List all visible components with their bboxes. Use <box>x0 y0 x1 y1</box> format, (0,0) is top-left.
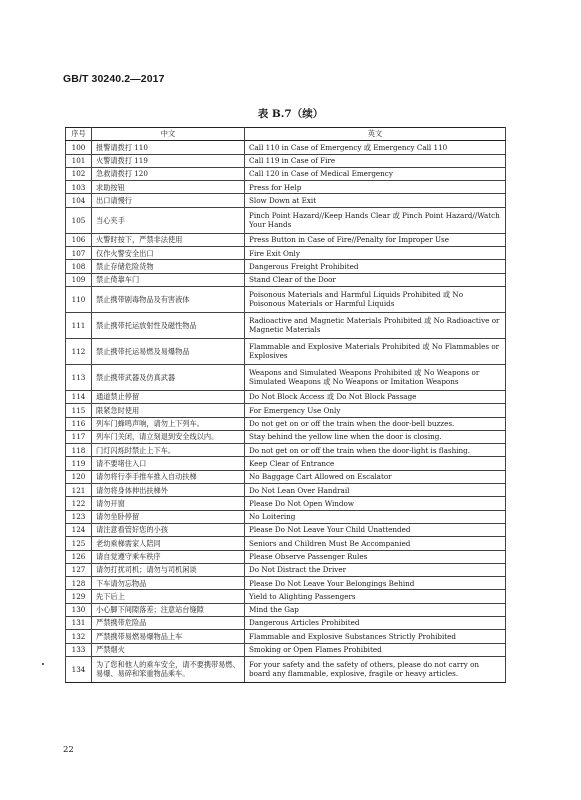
cell-num: 103 <box>66 181 92 194</box>
cell-num: 122 <box>66 497 92 510</box>
table-row <box>66 404 506 417</box>
table-row <box>66 194 506 207</box>
table-row <box>66 523 506 536</box>
table-row <box>66 510 506 523</box>
cell-chinese: 为了您和他人的乘车安全，请不要携带易燃、易爆、易碎和笨重物品乘车。 <box>92 656 245 682</box>
cell-english: Do Not Lean Over Handrail <box>245 484 506 497</box>
cell-num: 128 <box>66 577 92 590</box>
cell-num: 126 <box>66 550 92 563</box>
cell-chinese: 火警时按下，严禁非法使用 <box>92 233 245 246</box>
table-row <box>66 444 506 457</box>
table-row <box>66 430 506 443</box>
cell-chinese: 请勿将行李手推车推入自动扶梯 <box>92 470 245 483</box>
table-row <box>66 390 506 403</box>
cell-english: Dangerous Freight Prohibited <box>245 260 506 273</box>
cell-chinese: 禁止存储危险货物 <box>92 260 245 273</box>
cell-chinese: 请勿坐卧停留 <box>92 510 245 523</box>
header-chinese: 中文 <box>92 128 245 141</box>
table-row <box>66 260 506 273</box>
table-row <box>66 273 506 286</box>
cell-chinese: 严禁携带危险品 <box>92 617 245 630</box>
cell-chinese: 通道禁止停留 <box>92 390 245 403</box>
cell-chinese: 禁止携带剧毒物品及有害液体 <box>92 286 245 312</box>
cell-english: Dangerous Articles Prohibited <box>245 617 506 630</box>
cell-english: Radioactive and Magnetic Materials Prohibited 或 No Radioactive or Magnetic Materials <box>245 312 506 338</box>
table-row <box>66 630 506 643</box>
cell-chinese: 急救请拨打 120 <box>92 167 245 180</box>
cell-chinese: 请勿开窗 <box>92 497 245 510</box>
table-row <box>66 563 506 576</box>
cell-num: 132 <box>66 630 92 643</box>
cell-chinese: 请注意看管好您的小孩 <box>92 523 245 536</box>
cell-english: Keep Clear of Entrance <box>245 457 506 470</box>
table-body <box>66 141 506 683</box>
cell-english: Seniors and Children Must Be Accompanied <box>245 537 506 550</box>
cell-english: Weapons and Simulated Weapons Prohibited 或 No Weapons or Simulated Weapons 或 No Weapons or Imitation Weapons <box>245 364 506 390</box>
cell-english: Press for Help <box>245 181 506 194</box>
table-row <box>66 537 506 550</box>
cell-english: Please Do Not Leave Your Child Unattended <box>245 523 506 536</box>
table-row <box>66 577 506 590</box>
cell-num: 130 <box>66 603 92 616</box>
cell-num: 134 <box>66 656 92 682</box>
table-row <box>66 233 506 246</box>
cell-chinese: 火警请拨打 119 <box>92 154 245 167</box>
table-row <box>66 338 506 364</box>
cell-english: Yield to Alighting Passengers <box>245 590 506 603</box>
cell-num: 107 <box>66 247 92 260</box>
cell-num: 129 <box>66 590 92 603</box>
cell-num: 102 <box>66 167 92 180</box>
cell-num: 118 <box>66 444 92 457</box>
cell-chinese: 请自觉遵守乘车秩序 <box>92 550 245 563</box>
cell-chinese: 出口请慢行 <box>92 194 245 207</box>
table-row <box>66 497 506 510</box>
table-row <box>66 643 506 656</box>
table-row <box>66 470 506 483</box>
cell-num: 106 <box>66 233 92 246</box>
cell-num: 125 <box>66 537 92 550</box>
cell-english: Pinch Point Hazard//Keep Hands Clear 或 Pinch Point Hazard//Watch Your Hands <box>245 207 506 233</box>
cell-english: Please Do Not Leave Your Belongings Behind <box>245 577 506 590</box>
table-row <box>66 181 506 194</box>
cell-num: 120 <box>66 470 92 483</box>
cell-chinese: 限紧急时使用 <box>92 404 245 417</box>
cell-num: 127 <box>66 563 92 576</box>
cell-num: 133 <box>66 643 92 656</box>
page-number: 22 <box>63 745 74 755</box>
cell-english: Call 120 in Case of Medical Emergency <box>245 167 506 180</box>
sign-translation-table <box>65 127 506 683</box>
cell-num: 116 <box>66 417 92 430</box>
cell-num: 100 <box>66 141 92 154</box>
table-row <box>66 141 506 154</box>
cell-chinese: 报警请拨打 110 <box>92 141 245 154</box>
table-title: 表 B.7（续） <box>257 108 324 120</box>
cell-english: Smoking or Open Flames Prohibited <box>245 643 506 656</box>
cell-chinese: 请勿将身体伸出扶梯外 <box>92 484 245 497</box>
margin-mark <box>42 663 44 665</box>
cell-num: 109 <box>66 273 92 286</box>
cell-num: 113 <box>66 364 92 390</box>
cell-chinese: 禁止携带托运放射性及磁性物品 <box>92 312 245 338</box>
cell-english: Do not get on or off the train when the door-light is flashing. <box>245 444 506 457</box>
cell-english: For Emergency Use Only <box>245 404 506 417</box>
cell-num: 111 <box>66 312 92 338</box>
cell-chinese: 仅作火警安全出口 <box>92 247 245 260</box>
table-row <box>66 167 506 180</box>
cell-num: 124 <box>66 523 92 536</box>
cell-num: 115 <box>66 404 92 417</box>
cell-english: No Baggage Cart Allowed on Escalator <box>245 470 506 483</box>
cell-num: 123 <box>66 510 92 523</box>
cell-num: 110 <box>66 286 92 312</box>
table-row <box>66 154 506 167</box>
table-row <box>66 364 506 390</box>
cell-num: 112 <box>66 338 92 364</box>
cell-chinese: 求助按钮 <box>92 181 245 194</box>
cell-num: 117 <box>66 430 92 443</box>
cell-num: 119 <box>66 457 92 470</box>
cell-chinese: 老幼乘梯需家人陪同 <box>92 537 245 550</box>
cell-num: 131 <box>66 617 92 630</box>
table-header-row <box>66 128 506 141</box>
cell-english: Flammable and Explosive Materials Prohibited 或 No Flammables or Explosives <box>245 338 506 364</box>
standard-code: GB/T 30240.2—2017 <box>63 73 165 85</box>
table-row <box>66 286 506 312</box>
table-row <box>66 457 506 470</box>
table-row <box>66 417 506 430</box>
cell-chinese: 当心夹手 <box>92 207 245 233</box>
header-english: 英文 <box>245 128 506 141</box>
cell-chinese: 列车门关闭，请立刻退到安全线以内。 <box>92 430 245 443</box>
table-row <box>66 247 506 260</box>
cell-chinese: 列车门蜂鸣声响，请勿上下列车。 <box>92 417 245 430</box>
cell-english: Please Do Not Open Window <box>245 497 506 510</box>
cell-english: Mind the Gap <box>245 603 506 616</box>
cell-chinese: 请不要堵住入口 <box>92 457 245 470</box>
cell-english: Do Not Block Access 或 Do Not Block Passage <box>245 390 506 403</box>
cell-chinese: 小心脚下间隙落差；注意站台缝隙 <box>92 603 245 616</box>
cell-num: 121 <box>66 484 92 497</box>
table-row <box>66 207 506 233</box>
cell-chinese: 下车请勿忘物品 <box>92 577 245 590</box>
cell-chinese: 禁止携带托运易燃及易爆物品 <box>92 338 245 364</box>
table-row <box>66 656 506 682</box>
cell-english: Slow Down at Exit <box>245 194 506 207</box>
cell-english: Stay behind the yellow line when the door is closing. <box>245 430 506 443</box>
cell-english: Press Button in Case of Fire//Penalty for Improper Use <box>245 233 506 246</box>
cell-english: Do not get on or off the train when the door-bell buzzes. <box>245 417 506 430</box>
cell-english: Stand Clear of the Door <box>245 273 506 286</box>
table-row <box>66 603 506 616</box>
cell-chinese: 禁止携带武器及仿真武器 <box>92 364 245 390</box>
cell-num: 104 <box>66 194 92 207</box>
cell-english: Do Not Distract the Driver <box>245 563 506 576</box>
cell-english: Flammable and Explosive Substances Strictly Prohibited <box>245 630 506 643</box>
cell-english: Poisonous Materials and Harmful Liquids Prohibited 或 No Poisonous Materials or Harmful Liquids <box>245 286 506 312</box>
table-row <box>66 617 506 630</box>
cell-chinese: 先下后上 <box>92 590 245 603</box>
table-row <box>66 312 506 338</box>
cell-num: 105 <box>66 207 92 233</box>
table-row <box>66 550 506 563</box>
cell-chinese: 严禁携带易燃易爆物品上车 <box>92 630 245 643</box>
cell-num: 114 <box>66 390 92 403</box>
cell-english: Call 119 in Case of Fire <box>245 154 506 167</box>
cell-chinese: 门灯闪烁时禁止上下车。 <box>92 444 245 457</box>
cell-english: Call 110 in Case of Emergency 或 Emergency Call 110 <box>245 141 506 154</box>
cell-chinese: 请勿打扰司机；请勿与司机闲谈 <box>92 563 245 576</box>
cell-english: No Loitering <box>245 510 506 523</box>
cell-num: 101 <box>66 154 92 167</box>
table-row <box>66 484 506 497</box>
cell-english: Fire Exit Only <box>245 247 506 260</box>
header-number: 序号 <box>66 128 92 141</box>
table-row <box>66 590 506 603</box>
cell-chinese: 禁止倚靠车门 <box>92 273 245 286</box>
cell-english: Please Observe Passenger Rules <box>245 550 506 563</box>
cell-english: For your safety and the safety of others, please do not carry on board any flammable, explosive, fragile or heavy articles. <box>245 656 506 682</box>
cell-num: 108 <box>66 260 92 273</box>
cell-chinese: 严禁烟火 <box>92 643 245 656</box>
